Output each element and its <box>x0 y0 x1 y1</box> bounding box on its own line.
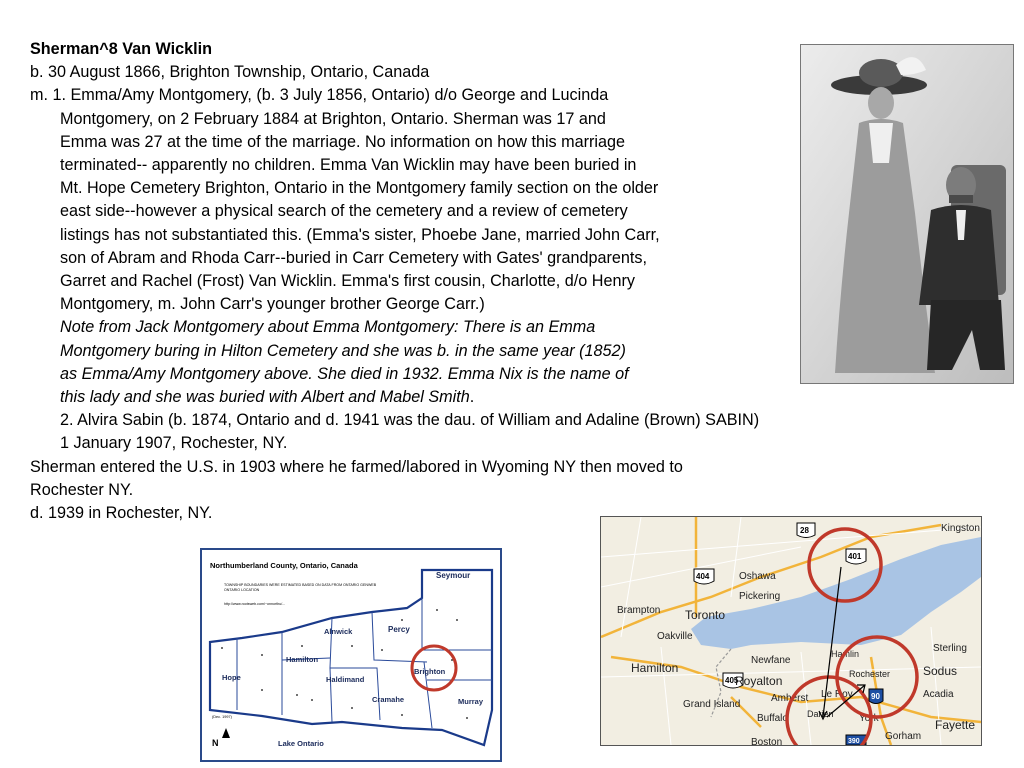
place-label: Buffalo <box>757 713 788 724</box>
township-alnwick: Alnwick <box>324 627 353 636</box>
township-cramahe: Cramahe <box>372 695 405 704</box>
lake-ontario-label: Lake Ontario <box>278 739 324 748</box>
marriage1-line: terminated-- apparently no children. Emma Van Wicklin may have been buried in <box>60 156 637 175</box>
person-name: Sherman^8 Van Wicklin <box>30 40 213 58</box>
emigration-line: Sherman entered the U.S. in 1903 where he farmed/labored in Wyoming NY then moved to <box>30 457 683 476</box>
place-label: Gorham <box>885 731 922 742</box>
svg-text:401: 401 <box>848 552 862 561</box>
place-label: Oshawa <box>739 571 776 582</box>
marriage2-line: 2. Alvira Sabin (b. 1874, Ontario and d. 1941 was the dau. of William and Adaline (Brown) SABIN) <box>60 411 760 430</box>
north-label: N <box>212 738 219 748</box>
couple-photo <box>800 44 1014 384</box>
marriage1-line: Montgomery, on 2 February 1884 at Brighton, Ontario. Sherman was 17 and <box>60 109 606 128</box>
township-brighton: Brighton <box>414 667 446 676</box>
place-label: Sterling <box>933 643 967 654</box>
marriage1-line: east side--however a physical search of the cemetery and a review of cemetery <box>60 202 628 221</box>
county-map-subtitle: TOWNSHIP BOUNDARIES WERE ESTIMATED BASED ON DATA FROM ONTARIO GENWEB <box>224 583 377 587</box>
township-haldimand: Haldimand <box>326 675 365 684</box>
svg-text:90: 90 <box>871 692 880 701</box>
place-label: Brampton <box>617 605 661 616</box>
marriage1-line: son of Abram and Rhoda Carr--buried in Carr Cemetery with Gates' grandparents, <box>60 248 648 267</box>
highway-shield <box>846 549 866 564</box>
place-label: Hamilton <box>631 661 679 675</box>
note-line-last <box>30 386 980 409</box>
note-line: Montgomery buring in Hilton Cemetery and she was b. in the same year (1852) <box>60 341 626 360</box>
place-label: Sodus <box>923 664 958 678</box>
note-line: Note from Jack Montgomery about Emma Montgomery: There is an Emma <box>60 318 596 337</box>
marriage1-line: m. 1. Emma/Amy Montgomery, (b. 3 July 1856, Ontario) d/o George and Lucinda <box>30 86 609 105</box>
place-label: York <box>859 713 879 724</box>
marriage1-line: listings has not substantiated this. (Emma's sister, Phoebe Jane, married John Carr, <box>60 225 660 244</box>
place-label: Toronto <box>685 608 726 622</box>
highway-shield <box>797 523 815 538</box>
note-text: this lady and she was buried with Albert and Mabel Smith <box>60 388 470 407</box>
place-label: Darien <box>807 709 834 719</box>
place-label: Le Roy <box>821 689 853 700</box>
place-label: Grand Island <box>683 699 741 710</box>
death-line: d. 1939 in Rochester, NY. <box>30 504 213 523</box>
township-hope: Hope <box>222 673 241 682</box>
place-label: Kingston <box>941 523 980 534</box>
place-label: Pickering <box>739 591 781 602</box>
region-map <box>600 516 982 746</box>
place-label: Boston <box>751 737 783 745</box>
svg-text:405: 405 <box>725 676 739 685</box>
county-map-date: (Dec. 1997) <box>212 715 232 719</box>
county-map-url: http://www.rootsweb.com/~onnorthu/... <box>224 602 286 606</box>
marriage1-line: Emma was 27 at the time of the marriage. No information on how this marriage <box>60 132 626 151</box>
place-label: Fayette <box>935 718 976 732</box>
highway-shield <box>869 689 883 704</box>
place-label: Newfane <box>751 655 791 666</box>
place-label: Oakville <box>657 631 693 642</box>
photo-illustration <box>801 45 1013 383</box>
place-label: Amherst <box>771 693 809 704</box>
township-murray: Murray <box>458 697 484 706</box>
township-percy: Percy <box>388 625 410 634</box>
svg-text:404: 404 <box>696 572 710 581</box>
county-map-title: Northumberland County, Ontario, Canada <box>210 561 358 570</box>
marriage1-line: Mt. Hope Cemetery Brighton, Ontario in the Montgomery family section on the older <box>60 179 659 198</box>
svg-text:390: 390 <box>848 738 860 745</box>
highway-shield <box>694 569 714 584</box>
county-map-subtitle: ONTARIO LOCATION <box>224 588 260 592</box>
place-label: Acadia <box>923 689 954 700</box>
marriage1-line: Montgomery, m. John Carr's younger brother George Carr.) <box>60 295 485 314</box>
place-label: Hamlin <box>831 649 860 659</box>
birth-line: b. 30 August 1866, Brighton Township, Ontario, Canada <box>30 63 430 82</box>
region-map-drawing <box>601 517 981 745</box>
county-map <box>200 548 502 762</box>
marriage1-line: Garret and Rachel (Frost) Van Wicklin. Emma's first cousin, Charlotte, d/o Henry <box>60 272 635 291</box>
note-period: . <box>469 388 475 407</box>
emigration-line: Rochester NY. <box>30 480 134 499</box>
place-label: Royalton <box>735 674 783 688</box>
township-seymour: Seymour <box>436 571 471 580</box>
note-line: as Emma/Amy Montgomery above. She died in 1932. Emma Nix is the name of <box>60 364 629 383</box>
place-label: Rochester <box>849 669 891 679</box>
township-hamilton: Hamilton <box>286 655 319 664</box>
svg-text:28: 28 <box>800 526 809 535</box>
county-map-drawing <box>202 550 500 760</box>
marriage2-line: 1 January 1907, Rochester, NY. <box>60 434 288 453</box>
